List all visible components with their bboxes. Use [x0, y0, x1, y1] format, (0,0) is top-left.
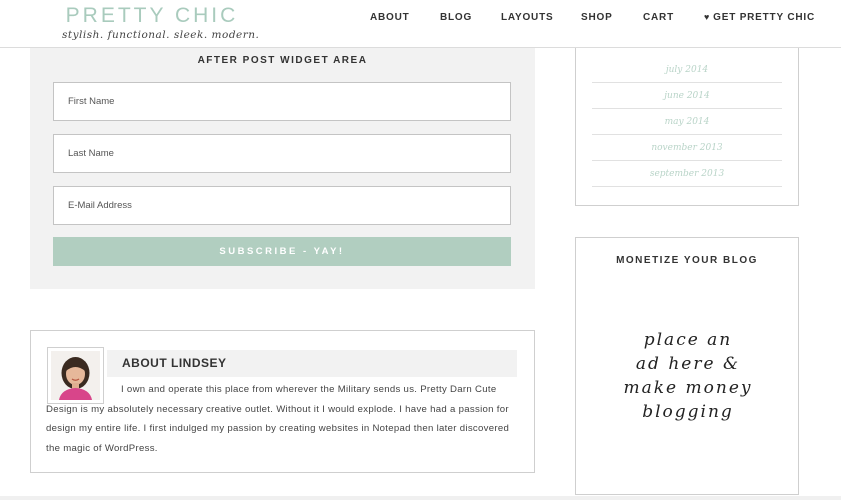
archives-widget [575, 40, 799, 206]
nav-cart[interactable]: CART [643, 12, 674, 23]
site-logo[interactable] [62, 4, 260, 41]
archive-link-july-2014[interactable]: july 2014 [592, 57, 782, 83]
about-title: ABOUT LINDSEY [122, 356, 227, 370]
nav-get-pretty-chic-label: GET PRETTY CHIC [713, 12, 815, 23]
site-header [0, 0, 841, 48]
archive-link-september-2013[interactable]: september 2013 [592, 161, 782, 187]
after-post-widget [30, 48, 535, 289]
last-name-input[interactable] [53, 134, 511, 173]
ad-line-1: place an [643, 330, 733, 350]
nav-shop[interactable]: SHOP [581, 12, 613, 23]
first-name-input[interactable] [53, 82, 511, 121]
footer-divider [0, 496, 841, 500]
monetize-widget [575, 237, 799, 495]
widget-title: AFTER POST WIDGET AREA [197, 55, 368, 66]
ad-line-3: make money [623, 378, 753, 398]
nav-get-pretty-chic[interactable] [704, 12, 815, 23]
about-text: I own and operate this place from wherever the Military sends us. Pretty Darn Cute Design is my absolutely necessary creative outlet. Without it I would explode. I have had a passion for design my entire life. I first indulged my passion by creating websites in Notepad then later discovered the magic of WordPress. [46, 384, 510, 454]
monetize-title: MONETIZE YOUR BLOG [616, 255, 758, 266]
ad-placeholder[interactable] [608, 328, 768, 424]
logo-tagline: stylish. functional. sleek. modern. [62, 29, 260, 41]
email-input[interactable] [53, 186, 511, 225]
nav-layouts[interactable]: LAYOUTS [501, 12, 554, 23]
nav-blog[interactable]: BLOG [440, 12, 473, 23]
subscribe-button[interactable]: SUBSCRIBE - YAY! [53, 237, 511, 266]
archive-link-may-2014[interactable]: may 2014 [592, 109, 782, 135]
logo-title[interactable]: PRETTY CHIC [65, 4, 239, 27]
about-header [107, 350, 517, 377]
about-author-box [30, 330, 535, 473]
archive-link-june-2014[interactable]: june 2014 [592, 83, 782, 109]
heart-icon: ♥ [704, 12, 711, 22]
nav-about[interactable]: ABOUT [370, 12, 410, 23]
archive-link-november-2013[interactable]: november 2013 [592, 135, 782, 161]
ad-line-2: ad here & [635, 354, 741, 374]
ad-line-4: blogging [642, 402, 734, 422]
